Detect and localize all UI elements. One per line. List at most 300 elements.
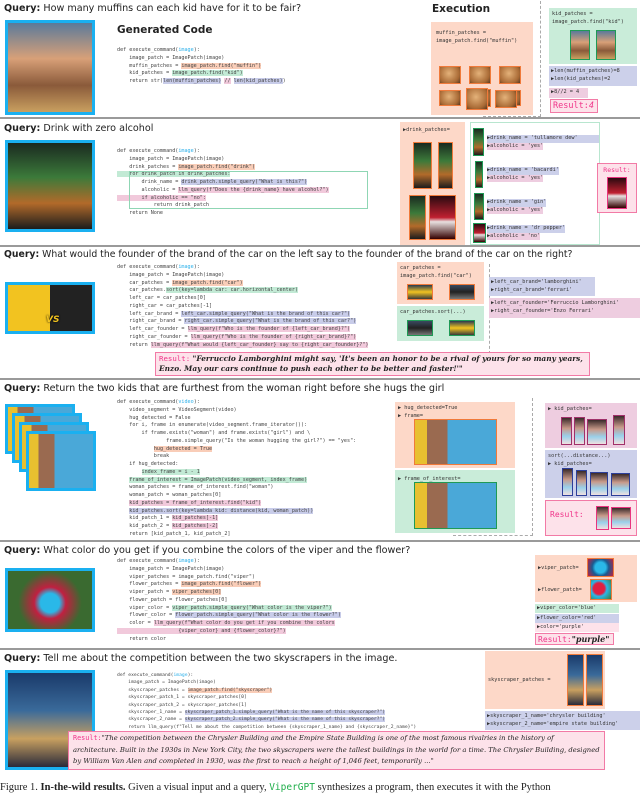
query-label: Query:: [4, 123, 41, 134]
code-line: [117, 589, 341, 597]
code-text: def execute_command(: [117, 673, 174, 678]
car-sort-text: car_patches.sort(...): [400, 309, 466, 315]
frame-of-interest-text: ▶ frame_of_interest=: [398, 476, 461, 482]
code-line: [117, 558, 341, 566]
len-kids: ▶len(kid_patches)=2: [551, 75, 611, 82]
code-text: [117, 469, 142, 475]
code-highlight: viper_patch.simple_query("What color is the viper?"): [172, 604, 332, 611]
input-image-viper: [5, 568, 95, 632]
kid-patch: [613, 415, 625, 445]
result-value: 4: [588, 101, 594, 111]
drink-patch: [413, 142, 432, 189]
code-text: image_patch = ImagePatch(image): [117, 271, 225, 278]
code-text: ): [282, 78, 286, 84]
input-image-cars: [5, 282, 95, 334]
result-box-3: [155, 352, 590, 376]
code-text: frame.simple_query("Is the woman hugging the girl?") == "yes":: [117, 437, 357, 444]
code-highlight: for drink_patch in drink_patches:: [117, 171, 231, 178]
loop-outline: [129, 171, 368, 209]
muffin-patches-text: muffin_patches = image_patch.find("muffin"): [436, 30, 518, 44]
code-text: car_patches.: [117, 287, 167, 294]
code-text: return: [117, 341, 151, 348]
input-image-muffins: [5, 20, 95, 115]
result-box-1: [550, 99, 598, 113]
kid-patch: [596, 30, 616, 60]
kid-patch: [576, 470, 587, 496]
code-line: [117, 523, 356, 531]
code-line: [117, 477, 356, 485]
code-line: [117, 620, 341, 628]
code-highlight: llm_query(f"Who is the founder of {left_car_brand}?"): [187, 326, 351, 332]
drink-patches-box: [400, 122, 465, 245]
loop-results-box: [470, 122, 600, 245]
kid-patch: [574, 417, 585, 445]
skyscraper-patches-label: skyscraper_patches =: [488, 677, 551, 683]
code-line: [117, 446, 356, 454]
drink-thumb: [473, 128, 484, 156]
sorted-kids-text: sort(...distance...) ▶ kid_patches=: [548, 453, 611, 467]
code-highlight: viper_patches[0]: [172, 589, 222, 595]
code-text: right_car = car_patches[-1]: [117, 302, 213, 309]
code-text: drink_name =: [117, 179, 182, 185]
kid-patches-text: kid_patches = image_patch.find("kid"): [552, 11, 624, 25]
code-highlight: image: [178, 47, 194, 53]
query-text: How many muffins can each kid have for it to be fair?: [43, 3, 302, 14]
code-highlight: right_car.simple_query("What is the brand of this car?"): [184, 318, 357, 325]
code-text: ):: [193, 558, 200, 564]
code-line: [117, 679, 416, 686]
car-patch: [407, 320, 433, 336]
code-text: if hug_detected:: [117, 461, 179, 467]
drink-name: ▶drink_name = 'tullamore dew': [487, 135, 599, 143]
code-highlight: {viper_color} and {flower_color}?"): [117, 627, 286, 634]
code-highlight: image: [173, 673, 188, 678]
code-highlight: sort(key=lambda car: car.horizontal_center): [166, 287, 298, 294]
code-line: [117, 694, 416, 701]
code-block-4: [117, 399, 356, 539]
muffin-patch: [439, 90, 461, 106]
alcoholic-value: ▶alcoholic = 'yes': [487, 174, 544, 181]
drink-result: [487, 135, 599, 150]
kid-patch: [561, 417, 572, 445]
query-text: What would the founder of the brand of the car on the left say to the founder of the brand of the car on the right?: [42, 249, 573, 260]
car-patch: [407, 284, 433, 300]
code-text: ):: [187, 673, 194, 678]
code-line: [117, 687, 416, 694]
code-highlight: image: [178, 264, 194, 270]
code-line: [117, 311, 368, 319]
skyscraper-patch: [586, 654, 603, 706]
code-line: [117, 63, 286, 71]
code-line: [117, 566, 341, 574]
code-line: [117, 303, 368, 311]
code-text: return None: [117, 210, 164, 216]
code-highlight: drink_patch.simple_query("What is this?"): [181, 179, 308, 185]
code-text: [117, 500, 129, 506]
query-6: [4, 653, 397, 664]
divider: [0, 648, 640, 650]
code-line: [117, 515, 356, 523]
result-text: "purple": [571, 634, 610, 644]
code-highlight: len(muffin_patches): [163, 78, 222, 84]
query-label: Query:: [4, 545, 41, 556]
code-line: [117, 295, 368, 303]
result-label: Result:: [73, 734, 102, 742]
kid-patch: [587, 419, 607, 445]
flower-patch-label: ▶flower_patch=: [538, 587, 582, 593]
caption-text: synthesizes a program, then executes it with the Python: [317, 782, 551, 793]
code-text: left_car = car_patches[0]: [117, 295, 206, 301]
code-block-1: [117, 47, 286, 86]
drink-patch: [438, 142, 453, 189]
code-text: ):: [193, 47, 200, 53]
code-text: viper_patches = image_patch.find("viper"): [117, 573, 256, 580]
code-text: [117, 508, 129, 514]
len-box: [549, 66, 637, 86]
code-highlight: if alcoholic == "no":: [117, 194, 206, 201]
code-highlight: index_frame = i - 1: [141, 468, 200, 475]
code-line: [117, 342, 368, 350]
drink-result: [487, 167, 599, 182]
code-line: [117, 422, 356, 430]
code-text: def execute_command(: [117, 148, 179, 154]
code-line: [117, 407, 356, 415]
code-line: [117, 156, 329, 164]
code-line: [117, 574, 341, 582]
code-text: drink_patches =: [117, 163, 179, 170]
code-text: image_patch = ImagePatch(image): [117, 155, 225, 162]
code-line: [117, 508, 356, 516]
code-line: [117, 264, 368, 272]
division-text: ▶8//2 = 4: [551, 89, 580, 95]
code-line: [117, 438, 356, 446]
code-line: [117, 47, 286, 55]
code-line: [117, 280, 368, 288]
alcoholic-value: ▶alcoholic = 'yes': [487, 206, 544, 213]
code-line: [117, 287, 368, 295]
code-line: [117, 334, 368, 342]
result-kid-patch: [596, 506, 609, 530]
code-text: ):: [193, 264, 200, 270]
code-text: skyscraper_patches =: [117, 687, 188, 693]
query-label: Query:: [4, 383, 41, 394]
code-text: def execute_command(: [117, 264, 179, 270]
skyscraper-1-name: ▶skyscraper_1_name='chrysler building': [487, 713, 606, 719]
code-text: right_car_brand =: [117, 318, 185, 325]
query-text: What color do you get if you combine the colors of the viper and the flower?: [43, 545, 411, 556]
divider: [0, 378, 640, 380]
vs-label: VS: [46, 315, 60, 325]
code-text: return color: [117, 635, 167, 642]
car-patch: [449, 284, 475, 300]
code-text: image_patch = ImagePatch(image): [117, 54, 225, 61]
skyscraper-names-box: [485, 711, 640, 730]
code-text: ):: [193, 148, 200, 154]
code-highlight: image_patch.find("muffin"): [181, 62, 262, 69]
code-text: ):: [193, 399, 200, 405]
code-highlight: llm_query(f"Who is the founder of {right_car_brand}?"): [190, 333, 357, 340]
code-highlight: len(kid_patches): [233, 78, 283, 84]
code-highlight: frame_of_interest = ImagePatch(video_segment, index_frame): [129, 476, 308, 483]
result-box-6: [68, 731, 605, 770]
skyscraper-2-name: ▶skyscraper_2_name='empire state building': [487, 720, 619, 727]
code-line: [117, 326, 368, 334]
result-box-2: [597, 163, 637, 213]
flower-patch: [590, 579, 612, 600]
code-text: image_patch = ImagePatch(image): [117, 680, 216, 686]
code-text: skyscraper_patch_1 = skyscraper_patches[0]: [117, 695, 247, 701]
result-label: Result:: [553, 101, 589, 111]
code-highlight: flower_patch.simple_query("What color is the flower?"): [175, 612, 341, 619]
drink-thumb: [475, 161, 483, 188]
code-text: def execute_command(: [117, 399, 179, 405]
code-text: [117, 477, 129, 483]
query-2: [4, 123, 153, 134]
code-text: return llm_query(f"Tell me about the competition between {skyscraper_1_name} and {skyscraper_2_name}"): [117, 724, 417, 730]
code-line: [117, 716, 416, 723]
code-text: skyscraper_2_name =: [117, 717, 185, 723]
viper-patch-label: ▶viper_patch=: [538, 565, 579, 571]
founder-box: [489, 298, 640, 318]
result-box-5: [535, 633, 614, 645]
code-highlight: llm_query(f"What color do you get if you combine the colors: [153, 620, 335, 626]
code-line: [117, 636, 341, 644]
drink-name: ▶drink_name = 'bacardi': [487, 167, 559, 173]
code-text: flower_patch = flower_patches[0]: [117, 596, 228, 603]
code-highlight: kid_patches = frame_of_interest.find("kid"): [129, 499, 262, 506]
query-text: Tell me about the competition between the two skyscrapers in the image.: [43, 653, 398, 664]
code-text: if frame.exists("woman") and frame.exists("girl") and \: [117, 430, 311, 436]
divider: [0, 245, 640, 247]
execution-title: Execution: [432, 3, 491, 15]
code-line: [117, 597, 341, 605]
code-text: right_car_founder =: [117, 333, 191, 340]
code-line: [117, 709, 416, 716]
code-line: [117, 492, 356, 500]
code-text: muffin_patches =: [117, 62, 182, 69]
code-block-5: [117, 558, 341, 643]
code-text: kid_patches =: [117, 70, 173, 77]
kid-patch: [611, 473, 630, 496]
code-text: color =: [117, 620, 154, 626]
viper-color: ▶viper_color='blue': [537, 605, 597, 611]
right-brand: ▶right_car_brand='ferrari': [491, 286, 573, 293]
connector-arrow: [483, 1, 541, 117]
code-text: skyscraper_1_name =: [117, 710, 185, 716]
input-image-drinks: [5, 140, 95, 232]
kid-patches-box: [545, 403, 637, 448]
result-box-4: [545, 500, 637, 536]
kid-patches-box: [549, 8, 637, 64]
code-line: [117, 469, 356, 477]
left-brand: ▶left_car_brand='lamborghini': [491, 279, 582, 285]
flower-color-box: [535, 614, 619, 623]
code-text: [117, 446, 154, 452]
code-block-6: [117, 672, 416, 731]
code-text: hug_detected = False: [117, 414, 191, 421]
alcoholic-value: ▶alcoholic = 'no': [487, 232, 541, 239]
code-highlight: kid_patches[-1]: [172, 515, 219, 522]
code-text: return [kid_patch_1, kid_patch_2]: [117, 530, 231, 537]
code-highlight: hug_detected = True: [153, 445, 213, 452]
drink-result: [487, 199, 599, 214]
len-muffins: ▶len(muffin_patches)=8: [551, 68, 620, 74]
kid-patch: [590, 472, 608, 496]
code-highlight: left_car.simple_query("What is the brand of this car?"): [181, 310, 351, 317]
code-line: [117, 702, 416, 709]
code-text: viper_patch =: [117, 589, 173, 595]
result-kid-patch: [611, 507, 631, 529]
code-line: [117, 672, 416, 679]
caption-figure-number: Figure 1.: [0, 782, 38, 793]
code-text: image_patch = ImagePatch(image): [117, 565, 225, 572]
code-text: woman_patches = frame_of_interest.find("woman"): [117, 484, 274, 491]
code-line: [117, 500, 356, 508]
caption-method-name: ViperGPT: [269, 782, 315, 793]
code-line: [117, 531, 356, 539]
video-frame: [26, 431, 96, 491]
code-line: [117, 55, 286, 63]
code-highlight: //: [224, 78, 231, 84]
code-text: left_car_brand =: [117, 310, 182, 317]
right-founder: ▶right_car_founder='Enzo Ferrari': [491, 307, 595, 314]
result-label: Result:: [538, 635, 572, 644]
result-label: Result:: [550, 510, 584, 519]
code-text: break: [117, 453, 170, 460]
code-text: left_car_founder =: [117, 326, 188, 332]
code-line: [117, 148, 329, 156]
query-label: Query:: [4, 249, 40, 260]
query-5: [4, 545, 410, 556]
flower-color: ▶flower_color='red': [537, 615, 597, 621]
code-line: [117, 399, 356, 407]
code-line: [117, 628, 341, 636]
alcoholic-value: ▶alcoholic = 'yes': [487, 142, 544, 149]
kid-patches-text: ▶ kid_patches=: [548, 406, 592, 412]
code-text: kid_patch_1 =: [117, 515, 173, 522]
code-text: return drink_patch: [117, 202, 210, 209]
code-text: skyscraper_patch_2 = skyscraper_patches[1]: [117, 702, 247, 708]
kid-patch: [562, 468, 573, 496]
query-label: Query:: [4, 3, 41, 14]
car-sort-box: [397, 306, 484, 341]
code-block-3: [117, 264, 368, 349]
left-founder: ▶left_car_founder='Ferruccio Lamborghini': [491, 300, 620, 306]
query-label: Query:: [4, 653, 41, 664]
code-line: [117, 612, 341, 620]
figure-caption: [0, 782, 640, 793]
code-highlight: video: [178, 399, 194, 405]
result-drink-patch: [607, 177, 627, 209]
code-line: [117, 70, 286, 78]
caption-title: In-the-wild results.: [40, 782, 126, 793]
connector-arrow: [453, 398, 533, 536]
code-line: [117, 484, 356, 492]
code-text: woman_patch = woman_patches[0]: [117, 492, 222, 498]
drink-result: [487, 225, 599, 240]
generated-code-title: Generated Code: [117, 24, 213, 36]
code-highlight: skyscraper_patch_2.simple_query("What is the name of this skyscraper?"): [184, 717, 386, 723]
car-patches-box: [397, 262, 484, 304]
color-box: [535, 623, 619, 632]
code-text: def execute_command(: [117, 558, 179, 564]
code-line: [117, 581, 341, 589]
code-text: for i, frame in enumerate(video_segment.frame_iterator()):: [117, 422, 308, 429]
viper-patch: [587, 558, 614, 577]
code-text: viper_color =: [117, 604, 173, 611]
caption-text: Given a visual input and a query,: [128, 782, 267, 793]
code-highlight: image_patch.find("kid"): [172, 70, 243, 77]
code-highlight: image: [178, 558, 194, 564]
code-highlight: kid_patches.sort(key=lambda kid: distance(kid, woman_patch)): [129, 507, 314, 514]
sorted-kids-box: [545, 450, 637, 498]
code-text: def execute_command(: [117, 47, 179, 53]
drink-name: ▶drink_name = 'gin': [487, 199, 547, 205]
divider: [0, 540, 640, 542]
viper-color-box: [535, 604, 619, 613]
hug-text: ▶ hug_detected=True ▶ frame=: [398, 405, 458, 419]
skyscraper-patches-box: [485, 651, 605, 709]
division-box: [549, 88, 588, 98]
drink-patches-text: ▶drink_patches=: [403, 127, 450, 133]
query-3: [4, 249, 573, 260]
code-line: [117, 453, 356, 461]
drink-thumb: [474, 193, 484, 220]
code-highlight: image: [178, 148, 194, 154]
query-text: Drink with zero alcohol: [43, 123, 154, 134]
drink-patch: [429, 195, 456, 240]
code-highlight: image_patch.find("flower"): [181, 581, 262, 588]
patches-box: [535, 555, 637, 602]
code-line: [117, 461, 356, 469]
code-line: [117, 605, 341, 613]
result-text: "The competition between the Chrysler Building and the Empire State Building is one of the most famous rivalries in the history of architecture. Built in the 1930s in New York City, the two skyscrapers were the tallest buildings in the world for a time. The Chrysler Building, designed by William Van Alen and completed in 1930, was the first to reach a height of 1,046 feet, temporarily ...": [73, 734, 600, 765]
brand-box: [489, 277, 595, 296]
code-text: alcoholic =: [117, 186, 179, 193]
code-line: [117, 415, 356, 423]
code-highlight: image_patch.find("car"): [172, 279, 243, 286]
code-highlight: image_patch.find("skyscraper"): [187, 687, 273, 693]
kid-patch: [570, 30, 590, 60]
code-line: [117, 272, 368, 280]
code-text: car_patches =: [117, 279, 173, 286]
code-text: video_segment = VideoSegment(video): [117, 406, 237, 413]
code-highlight: image_patch.find("drink"): [178, 163, 256, 170]
code-highlight: llm_query(f"Does the {drink_name} have alcohol?"): [178, 186, 329, 193]
drink-patch: [409, 195, 426, 240]
code-line: [117, 210, 329, 218]
query-1: [4, 3, 301, 14]
car-patches-text: car_patches = image_patch.find("car"): [400, 265, 472, 279]
query-4: [4, 383, 444, 394]
result-label: Result:: [603, 166, 631, 174]
code-highlight: skyscraper_patch_1.simple_query("What is the name of this skyscraper?"): [184, 710, 386, 716]
code-text: flower_patches =: [117, 581, 182, 588]
car-patch: [449, 320, 475, 336]
result-text: "Ferruccio Lamborghini might say, 'It's been an honor to be a rival of yours for so many years, Enzo. May our cars continue to push each other to be better and faster!'": [159, 354, 583, 373]
code-highlight: llm_query(f"What would {left_car_founder} say to {right_car_founder}?"): [150, 341, 369, 348]
drink-name: ▶drink_name = 'dr pepper': [487, 225, 566, 231]
color-value: ▶color='purple': [537, 624, 584, 630]
code-highlight: kid_patches[-2]: [172, 523, 219, 529]
result-label: Result:: [159, 354, 191, 363]
skyscraper-patch: [567, 654, 584, 706]
code-text: return str(: [117, 78, 164, 84]
code-text: flower_color =: [117, 612, 176, 619]
drink-thumb: [473, 223, 486, 243]
muffin-patch: [439, 66, 461, 84]
divider: [0, 117, 640, 119]
